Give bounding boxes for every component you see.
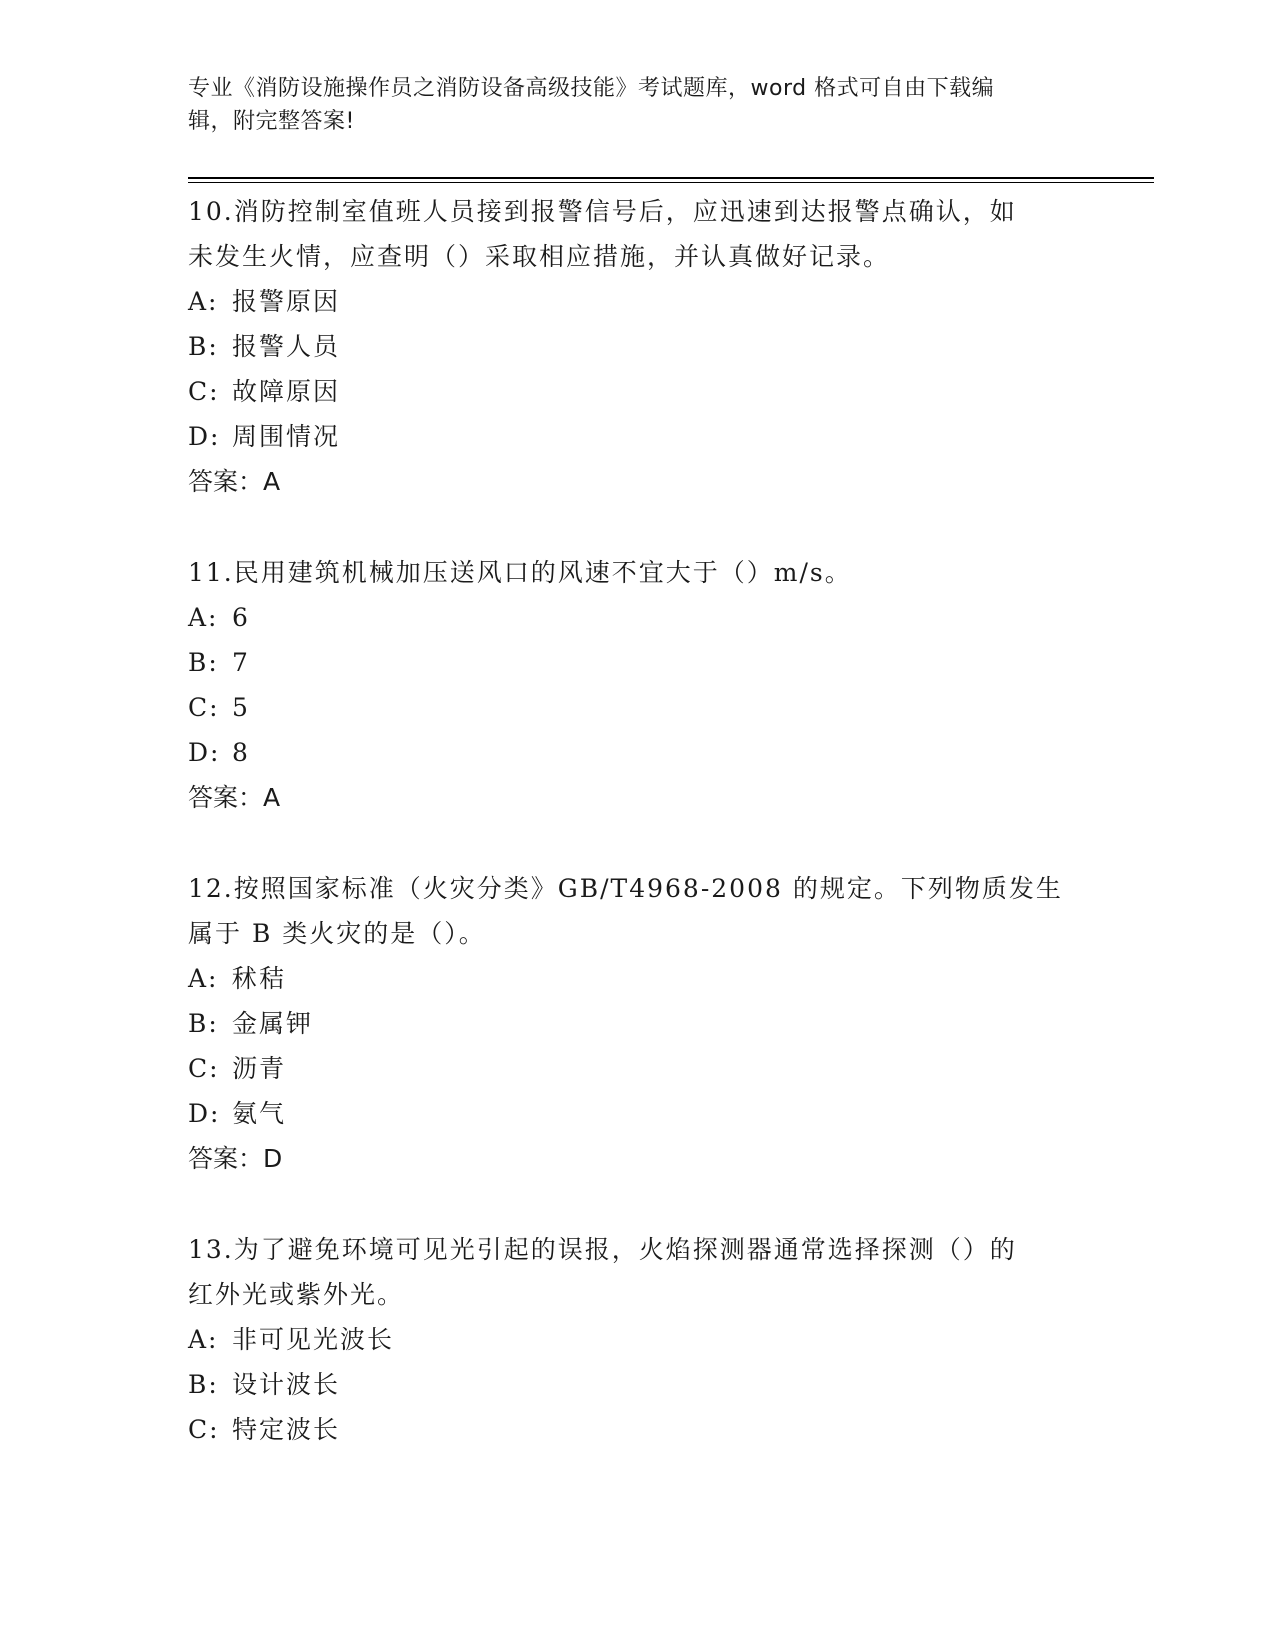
option-letter: C: [188, 693, 220, 722]
question-text-line: 未发生火情，应查明（）采取相应措施，并认真做好记录。 [188, 242, 891, 271]
option-c [188, 1046, 1088, 1091]
option-letter: C: [188, 1415, 220, 1444]
option-text: 8 [232, 738, 250, 767]
question-spacer [188, 504, 1088, 550]
question-text-line: 红外光或紫外光。 [188, 1280, 405, 1309]
answer-line: 答案：D [188, 1144, 283, 1173]
option-letter: A: [188, 964, 219, 993]
question-text-line: 12.按照国家标准（火灾分类》GB/T4968-2008 的规定。下列物质发生 [188, 874, 1063, 903]
header-divider-thin [188, 182, 1154, 183]
option-text: 报警原因 [232, 287, 341, 316]
question-11 [188, 550, 1088, 820]
option-d [188, 414, 1088, 459]
option-c [188, 685, 1088, 730]
option-text: 氨气 [232, 1099, 287, 1128]
option-letter: B: [188, 332, 219, 361]
option-b [188, 324, 1088, 369]
option-a [188, 595, 1088, 640]
option-a [188, 956, 1088, 1001]
option-b [188, 1362, 1088, 1407]
question-text-line: 13.为了避免环境可见光引起的误报，火焰探测器通常选择探测（）的 [188, 1235, 1017, 1264]
option-letter: A: [188, 287, 219, 316]
header-divider-thick [188, 177, 1154, 179]
option-a [188, 279, 1088, 324]
header-line-1: 专业《消防设施操作员之消防设备高级技能》考试题库，word 格式可自由下载编 [188, 76, 995, 101]
option-text: 设计波长 [232, 1370, 341, 1399]
option-letter: A: [188, 1325, 219, 1354]
option-text: 金属钾 [232, 1009, 314, 1038]
option-text: 沥青 [232, 1054, 287, 1083]
document-header [188, 72, 1068, 138]
option-letter: D: [188, 1099, 221, 1128]
option-text: 故障原因 [232, 377, 341, 406]
question-12 [188, 866, 1088, 1181]
option-letter: D: [188, 422, 221, 451]
option-letter: D: [188, 738, 221, 767]
option-letter: C: [188, 1054, 220, 1083]
question-list [188, 189, 1088, 1452]
option-d [188, 730, 1088, 775]
option-letter: B: [188, 648, 219, 677]
question-text-line: 属于 B 类火灾的是（）。 [188, 919, 486, 948]
answer-line: 答案：A [188, 783, 281, 812]
option-text: 秫秸 [232, 964, 287, 993]
header-line-2: 辑，附完整答案! [188, 109, 355, 134]
option-letter: A: [188, 603, 219, 632]
option-d [188, 1091, 1088, 1136]
option-text: 6 [232, 603, 250, 632]
question-spacer [188, 820, 1088, 866]
option-a [188, 1317, 1088, 1362]
option-text: 周围情况 [232, 422, 341, 451]
option-text: 5 [232, 693, 250, 722]
option-b [188, 1001, 1088, 1046]
option-text: 非可见光波长 [232, 1325, 395, 1354]
option-c [188, 369, 1088, 414]
option-c [188, 1407, 1088, 1452]
option-text: 7 [232, 648, 250, 677]
question-13 [188, 1227, 1088, 1452]
option-text: 报警人员 [232, 332, 341, 361]
option-letter: B: [188, 1370, 219, 1399]
question-text-line: 10.消防控制室值班人员接到报警信号后，应迅速到达报警点确认，如 [188, 197, 1017, 226]
question-10 [188, 189, 1088, 504]
option-b [188, 640, 1088, 685]
question-spacer [188, 1181, 1088, 1227]
question-text-line: 11.民用建筑机械加压送风口的风速不宜大于（）m/s。 [188, 558, 852, 587]
option-text: 特定波长 [232, 1415, 341, 1444]
option-letter: B: [188, 1009, 219, 1038]
answer-line: 答案：A [188, 467, 281, 496]
option-letter: C: [188, 377, 220, 406]
